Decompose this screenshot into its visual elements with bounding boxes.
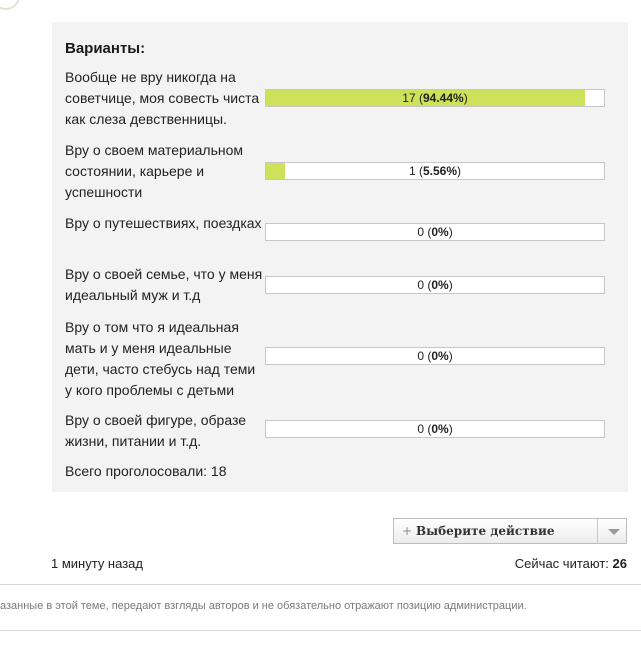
plus-icon: + xyxy=(402,524,413,538)
poll-result-text: 0 (0%) xyxy=(417,349,453,363)
topic-action-select[interactable] xyxy=(393,518,627,544)
poll-result-bar xyxy=(265,89,605,107)
poll-total-count: 18 xyxy=(210,463,227,479)
readers-count xyxy=(515,556,627,571)
poll-result-text: 0 (0%) xyxy=(417,422,453,436)
poll-total-label: Всего проголосовали: xyxy=(65,463,208,479)
poll-option-label: Вообще не вру никогда на советчице, моя совесть чиста как слеза девственницы. xyxy=(65,69,260,127)
poll-option-label: Вру о путешествиях, поездках xyxy=(65,215,262,231)
disclaimer-text: азанные в этой теме, передают взгляды авторов и не обязательно отражают позицию администрации. xyxy=(0,600,527,612)
readers-label: Сейчас читают: xyxy=(514,556,609,571)
poll-option-label: Вру о своем материальном состоянии, карьере и успешности xyxy=(65,142,244,200)
poll-result-bar xyxy=(265,347,605,365)
poll-result-text: 1 (5.56%) xyxy=(408,164,462,178)
corner-avatar-ring xyxy=(0,0,20,10)
readers-number: 26 xyxy=(612,556,627,571)
poll-result-bar xyxy=(265,223,605,241)
poll-option-label: Вру о своей фигуре, образе жизни, питании и т.д. xyxy=(65,412,247,449)
poll-option-label: Вру о своей семье, что у меня идеальный муж и т.д xyxy=(65,266,263,303)
divider xyxy=(0,584,641,585)
poll-results-panel xyxy=(52,22,628,492)
poll-option-label: Вру о том что я идеальная мать и у меня идеальные дети, часто стебусь над теми у кого проблемы с детьми xyxy=(65,319,256,398)
poll-total xyxy=(65,463,227,479)
topic-action-label: Выберите действие xyxy=(416,524,555,538)
post-time: 1 минуту назад xyxy=(51,556,143,571)
select-divider xyxy=(597,519,598,543)
poll-result-bar xyxy=(265,276,605,294)
poll-result-text: 0 (0%) xyxy=(417,278,453,292)
poll-result-bar xyxy=(265,420,605,438)
chevron-down-icon[interactable] xyxy=(608,529,620,535)
poll-result-bar xyxy=(265,162,605,180)
divider xyxy=(0,630,641,631)
poll-result-text: 0 (0%) xyxy=(417,225,453,239)
poll-result-text: 17 (94.44%) xyxy=(402,91,468,105)
poll-title: Варианты: xyxy=(65,40,146,57)
